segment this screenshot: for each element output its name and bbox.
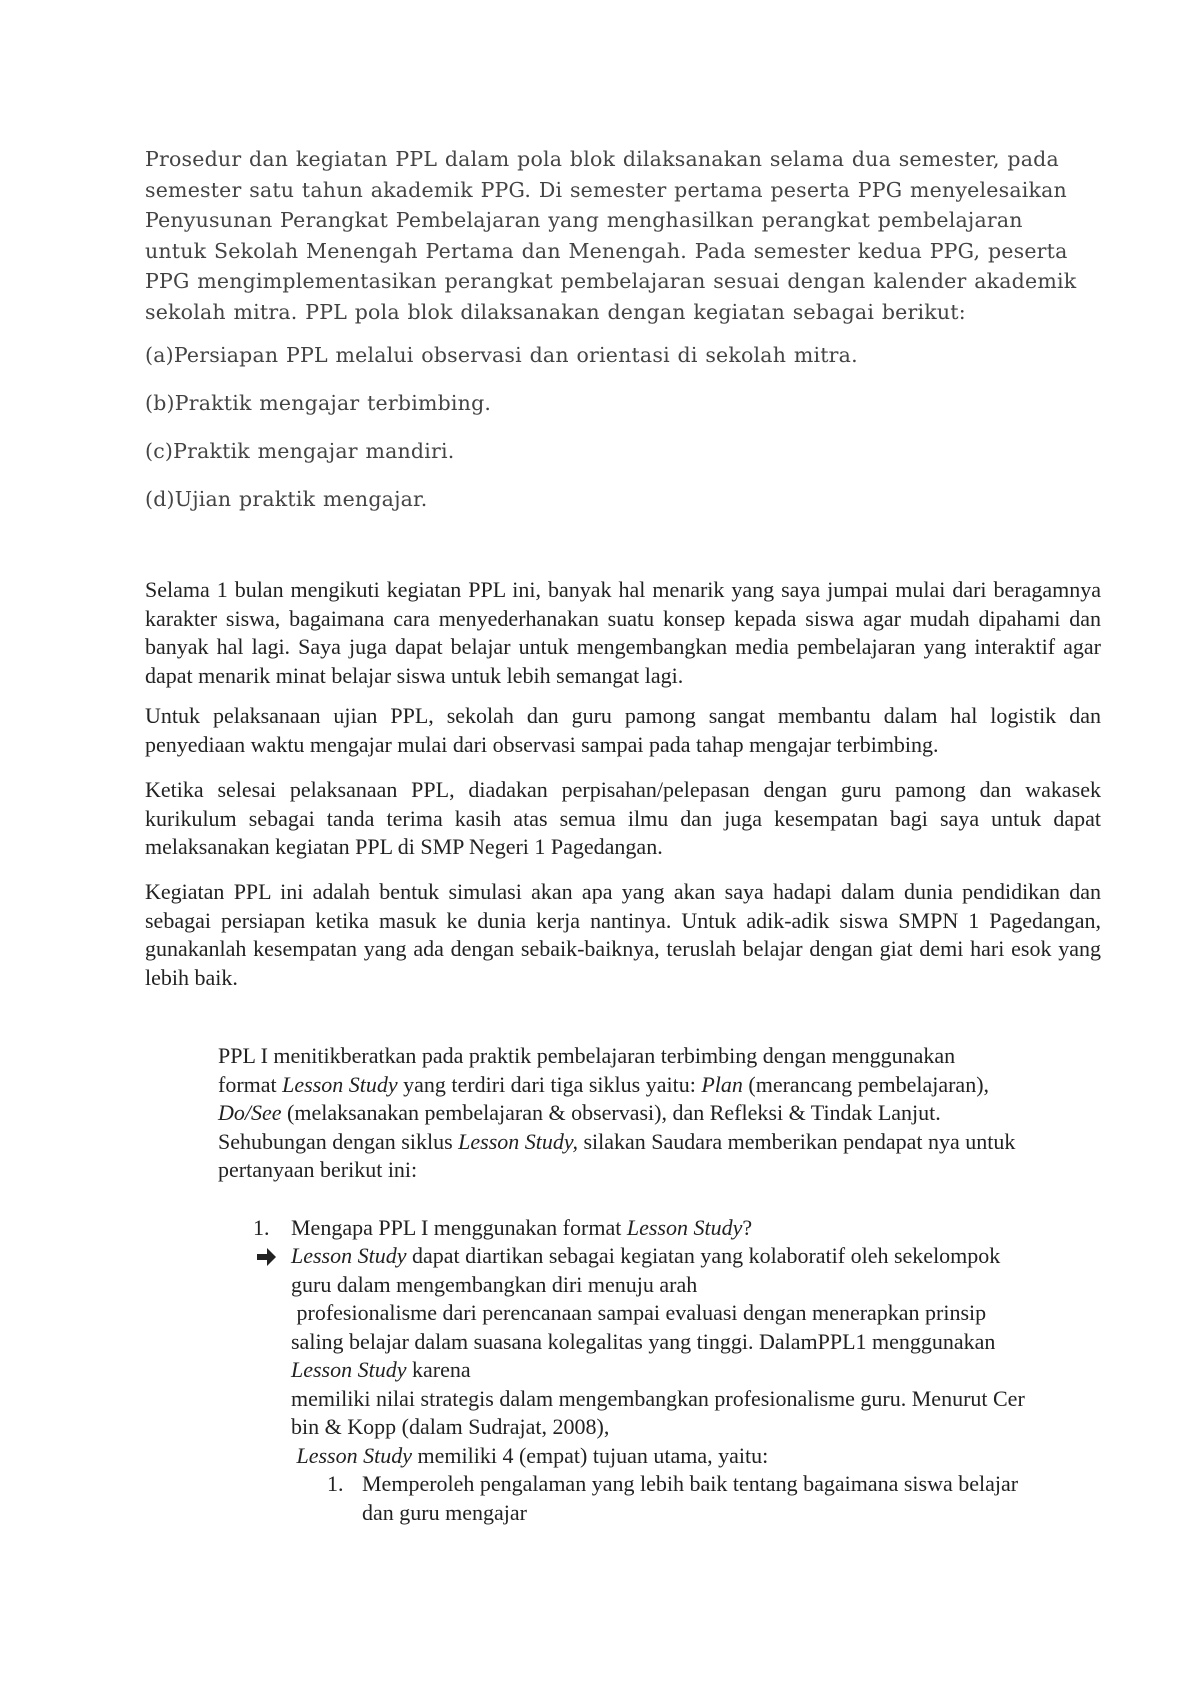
activity-list-item: (a)Persiapan PPL melalui observasi dan orientasi di sekolah mitra. <box>145 343 858 367</box>
intro-line: PPL I menitikberatkan pada praktik pembelajaran terbimbing dengan menggunakan <box>218 1043 956 1068</box>
arrow-right-icon <box>255 1243 277 1271</box>
paragraph-line: Prosedur dan kegiatan PPL dalam pola blok dilaksanakan selama dua semester, pada <box>145 147 1059 171</box>
text-run-italic: Lesson Study <box>282 1071 398 1097</box>
text-run-italic: Lesson Study, <box>458 1128 578 1154</box>
text-run: yang terdiri dari tiga siklus yaitu: <box>397 1071 702 1097</box>
answer-line <box>291 1442 1025 1471</box>
text-run: Sehubungan dengan siklus <box>218 1128 459 1154</box>
sub-item-text <box>362 1470 1018 1527</box>
paragraph-line: semester satu tahun akademik PPG. Di semester pertama peserta PPG menyelesaikan <box>145 177 1067 202</box>
intro-line <box>218 1099 1015 1128</box>
text-run: (merancang pembelajaran), <box>742 1071 990 1097</box>
text-run-italic: Lesson Study <box>291 1243 407 1268</box>
text-run: silakan Saudara memberikan pendapat nya untuk <box>577 1128 1016 1154</box>
reflection-paragraph: Untuk pelaksanaan ujian PPL, sekolah dan guru pamong sangat membantu dalam hal logistik dan penyediaan waktu mengajar mulai dari observasi sampai pada tahap mengajar terbimbing. <box>145 703 1101 757</box>
activity-list-item: (b)Praktik mengajar terbimbing. <box>145 391 492 415</box>
text-run: ? <box>742 1215 753 1240</box>
assignment-intro <box>218 1042 1015 1185</box>
paragraph-line: Penyusunan Perangkat Pembelajaran yang menghasilkan perangkat pembelajaran <box>145 208 1023 232</box>
paragraph-line: untuk Sekolah Menengah Pertama dan Menengah. Pada semester kedua PPG, peserta <box>145 238 1068 263</box>
text-run: format <box>218 1071 283 1097</box>
intro-line <box>218 1071 1015 1100</box>
question-line <box>291 1214 752 1243</box>
paragraph-line: sekolah mitra. PPL pola blok dilaksanakan dengan kegiatan sebagai berikut: <box>145 299 966 324</box>
sub-item-line: Memperoleh pengalaman yang lebih baik tentang bagaimana siswa belajar <box>362 1471 1019 1496</box>
text-run-italic: Lesson Study <box>291 1442 412 1468</box>
reflection-paragraph: Ketika selesai pelaksanaan PPL, diadakan perpisahan/pelepasan dengan guru pamong dan wakasek kurikulum sebagai tanda terima kasih atas semua ilmu dan juga kesempatan bagi saya untuk dapat melaksanakan kegiatan PPL di SMP Negeri 1 Pagedangan. <box>145 777 1101 859</box>
question-number: 1. <box>253 1215 270 1240</box>
activity-list-item: (d)Ujian praktik mengajar. <box>145 487 428 511</box>
question-text <box>291 1214 752 1243</box>
activity-list-item: (c)Praktik mengajar mandiri. <box>145 439 455 463</box>
text-run: dapat diartikan sebagai kegiatan yang kolaboratif oleh sekelompok <box>406 1243 1001 1268</box>
text-run: (melaksanakan pembelajaran & observasi), dan Refleksi & Tindak Lanjut. <box>281 1100 941 1125</box>
text-run-italic: Lesson Study <box>291 1357 407 1382</box>
sub-item-number: 1. <box>327 1471 344 1496</box>
intro-line <box>218 1128 1015 1157</box>
answer-text <box>291 1242 1025 1470</box>
text-run-italic: Plan <box>701 1071 743 1097</box>
text-run-italic: Lesson Study <box>626 1215 743 1240</box>
answer-line: profesionalisme dari perencanaan sampai evaluasi dengan menerapkan prinsip <box>291 1300 987 1325</box>
text-run: karena <box>406 1357 471 1382</box>
answer-line: memiliki nilai strategis dalam mengembangkan profesionalisme guru. Menurut Cer <box>291 1385 1025 1411</box>
text-run: memiliki 4 (empat) tujuan utama, yaitu: <box>412 1442 769 1468</box>
intro-line: pertanyaan berikut ini: <box>218 1157 418 1182</box>
reflection-paragraph: Selama 1 bulan mengikuti kegiatan PPL ini, banyak hal menarik yang saya jumpai mulai dari beragamnya karakter siswa, bagaimana cara menyederhanakan suatu konsep kepada siswa agar mudah dipahami dan banyak hal lagi. Saya juga dapat belajar untuk mengembangkan media pembelajaran yang interaktif agar dapat menarik minat belajar siswa untuk lebih semangat lagi. <box>145 577 1101 688</box>
reflection-paragraph: Kegiatan PPL ini adalah bentuk simulasi akan apa yang akan saya hadapi dalam dunia pendidikan dan sebagai persiapan ketika masuk ke dunia kerja nantinya. Untuk adik-adik siswa SMPN 1 Pagedangan, gunakanlah kesempatan yang ada dengan sebaik-baiknya, teruslah belajar dengan giat demi hari esok yang lebih baik. <box>145 879 1101 990</box>
ppl-procedure-paragraph <box>145 144 1095 327</box>
answer-line <box>291 1356 1025 1385</box>
sub-item-line: dan guru mengajar <box>362 1499 527 1525</box>
answer-line: bin & Kopp (dalam Sudrajat, 2008), <box>291 1414 610 1439</box>
answer-line: saling belajar dalam suasana kolegalitas yang tinggi. DalamPPL1 menggunakan <box>291 1328 996 1354</box>
paragraph-line: PPG mengimplementasikan perangkat pembelajaran sesuai dengan kalender akademik <box>145 269 1077 293</box>
answer-line <box>291 1242 1025 1271</box>
answer-line: guru dalam mengembangkan diri menuju arah <box>291 1271 698 1297</box>
text-run-italic: Do/See <box>218 1100 282 1125</box>
text-run: Mengapa PPL I menggunakan format <box>291 1215 627 1240</box>
